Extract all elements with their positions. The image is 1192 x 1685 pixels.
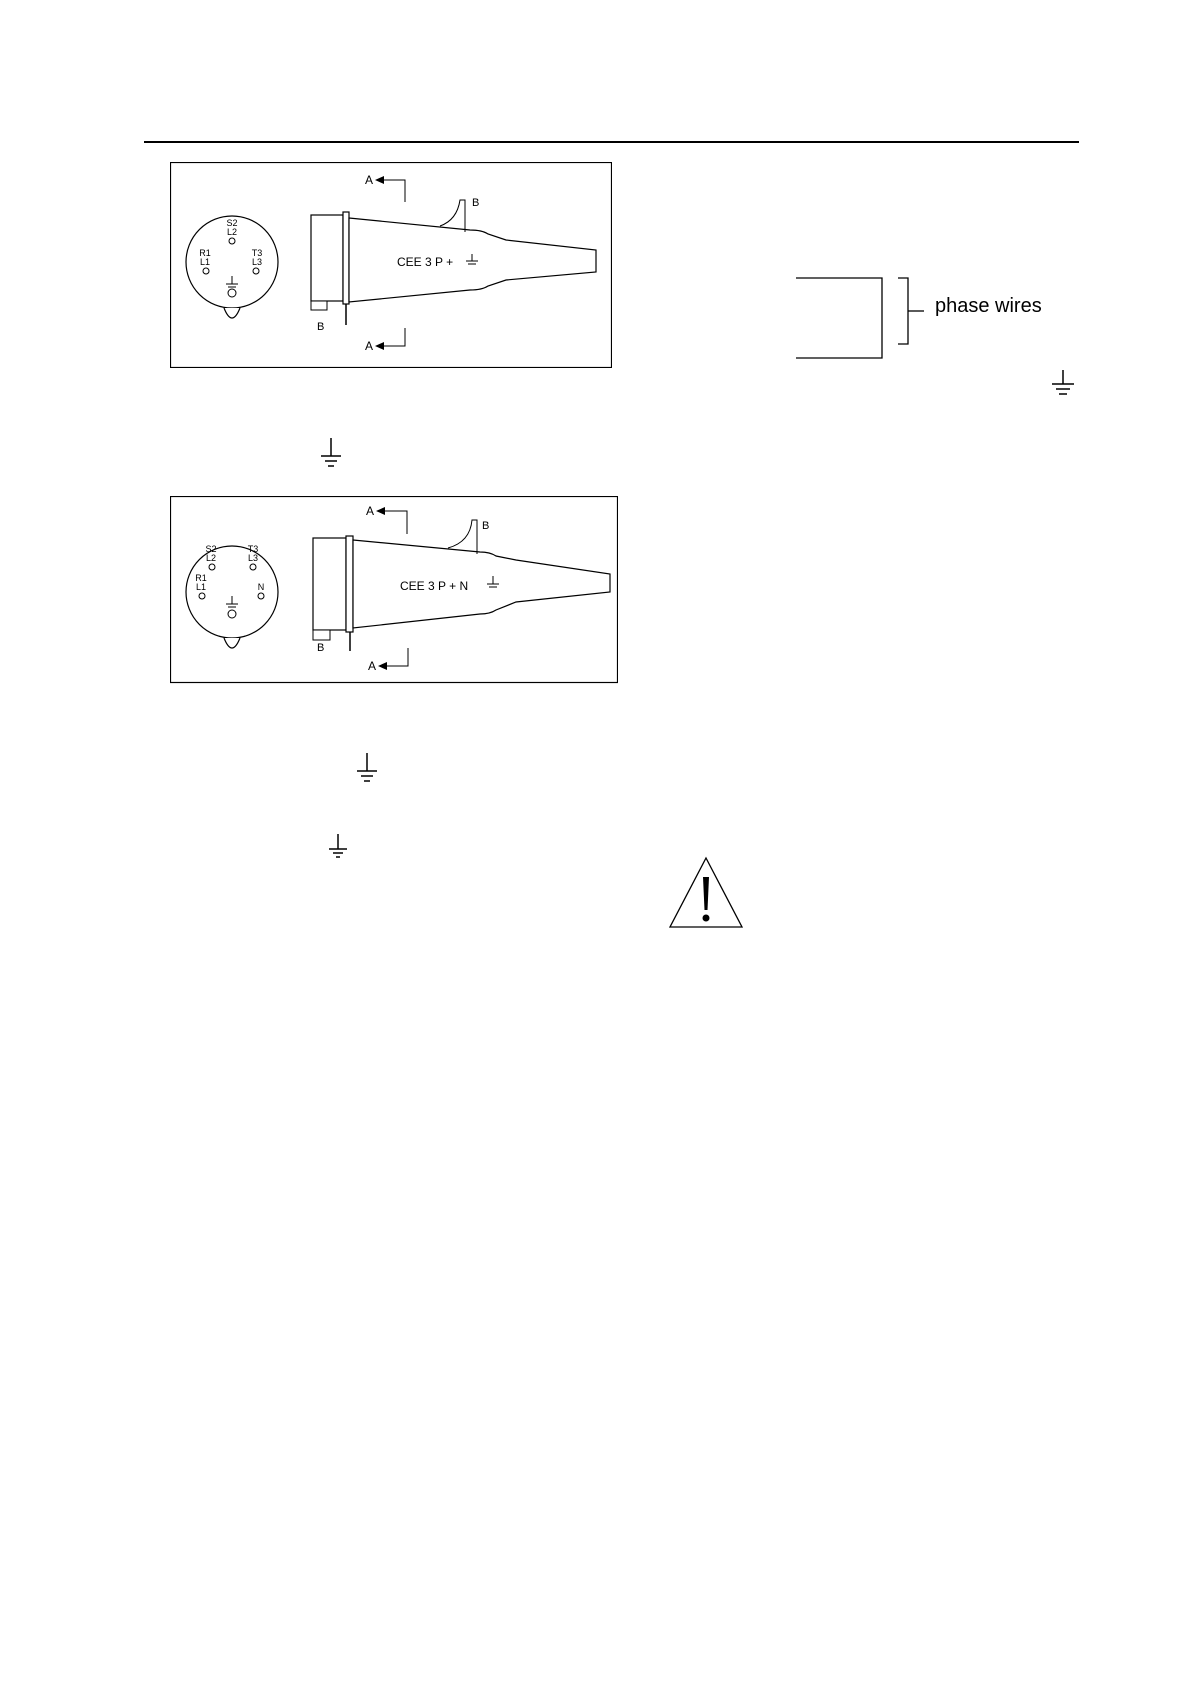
- ground-symbol-icon: [318, 436, 344, 470]
- section-marker-b-bottom: B: [317, 321, 325, 333]
- face-label-l2: L2: [226, 227, 238, 237]
- phase-wires-diagram: [790, 272, 930, 364]
- face-label-l1: L1: [199, 257, 211, 267]
- face-label-r1: R1: [195, 573, 207, 583]
- figure-cee-3p-plug: [170, 162, 612, 368]
- plug-label-cee-3p: CEE 3 P +: [397, 255, 454, 269]
- warning-triangle-icon: [667, 855, 745, 931]
- section-marker-b-top: B: [472, 197, 480, 209]
- face-label-t3: T3: [251, 248, 263, 258]
- plug-label-cee-3pn: CEE 3 P + N: [400, 579, 469, 593]
- ground-symbol-icon: [1050, 369, 1076, 399]
- section-marker-a-bottom: A: [368, 659, 377, 673]
- section-marker-b-top: B: [482, 520, 490, 532]
- face-label-t3: T3: [247, 544, 259, 554]
- phase-wires-label: phase wires: [935, 295, 1042, 317]
- face-label-l1: L1: [195, 582, 207, 592]
- section-marker-a-bottom: A: [365, 339, 374, 353]
- section-marker-b-bottom: B: [317, 642, 325, 654]
- ground-symbol-icon: [327, 833, 349, 861]
- face-label-l3: L3: [251, 257, 263, 267]
- face-label-l3: L3: [247, 553, 259, 563]
- face-label-l2: L2: [205, 553, 217, 563]
- face-label-s2: S2: [205, 544, 217, 554]
- header-rule: [144, 141, 1079, 143]
- section-marker-a-top: A: [366, 504, 375, 518]
- section-marker-a-top: A: [365, 173, 374, 187]
- face-label-r1: R1: [199, 248, 211, 258]
- ground-symbol-icon: [354, 751, 380, 785]
- face-label-n: N: [257, 582, 265, 592]
- figure-cee-3pn-plug: [170, 496, 618, 684]
- face-label-s2: S2: [226, 218, 238, 228]
